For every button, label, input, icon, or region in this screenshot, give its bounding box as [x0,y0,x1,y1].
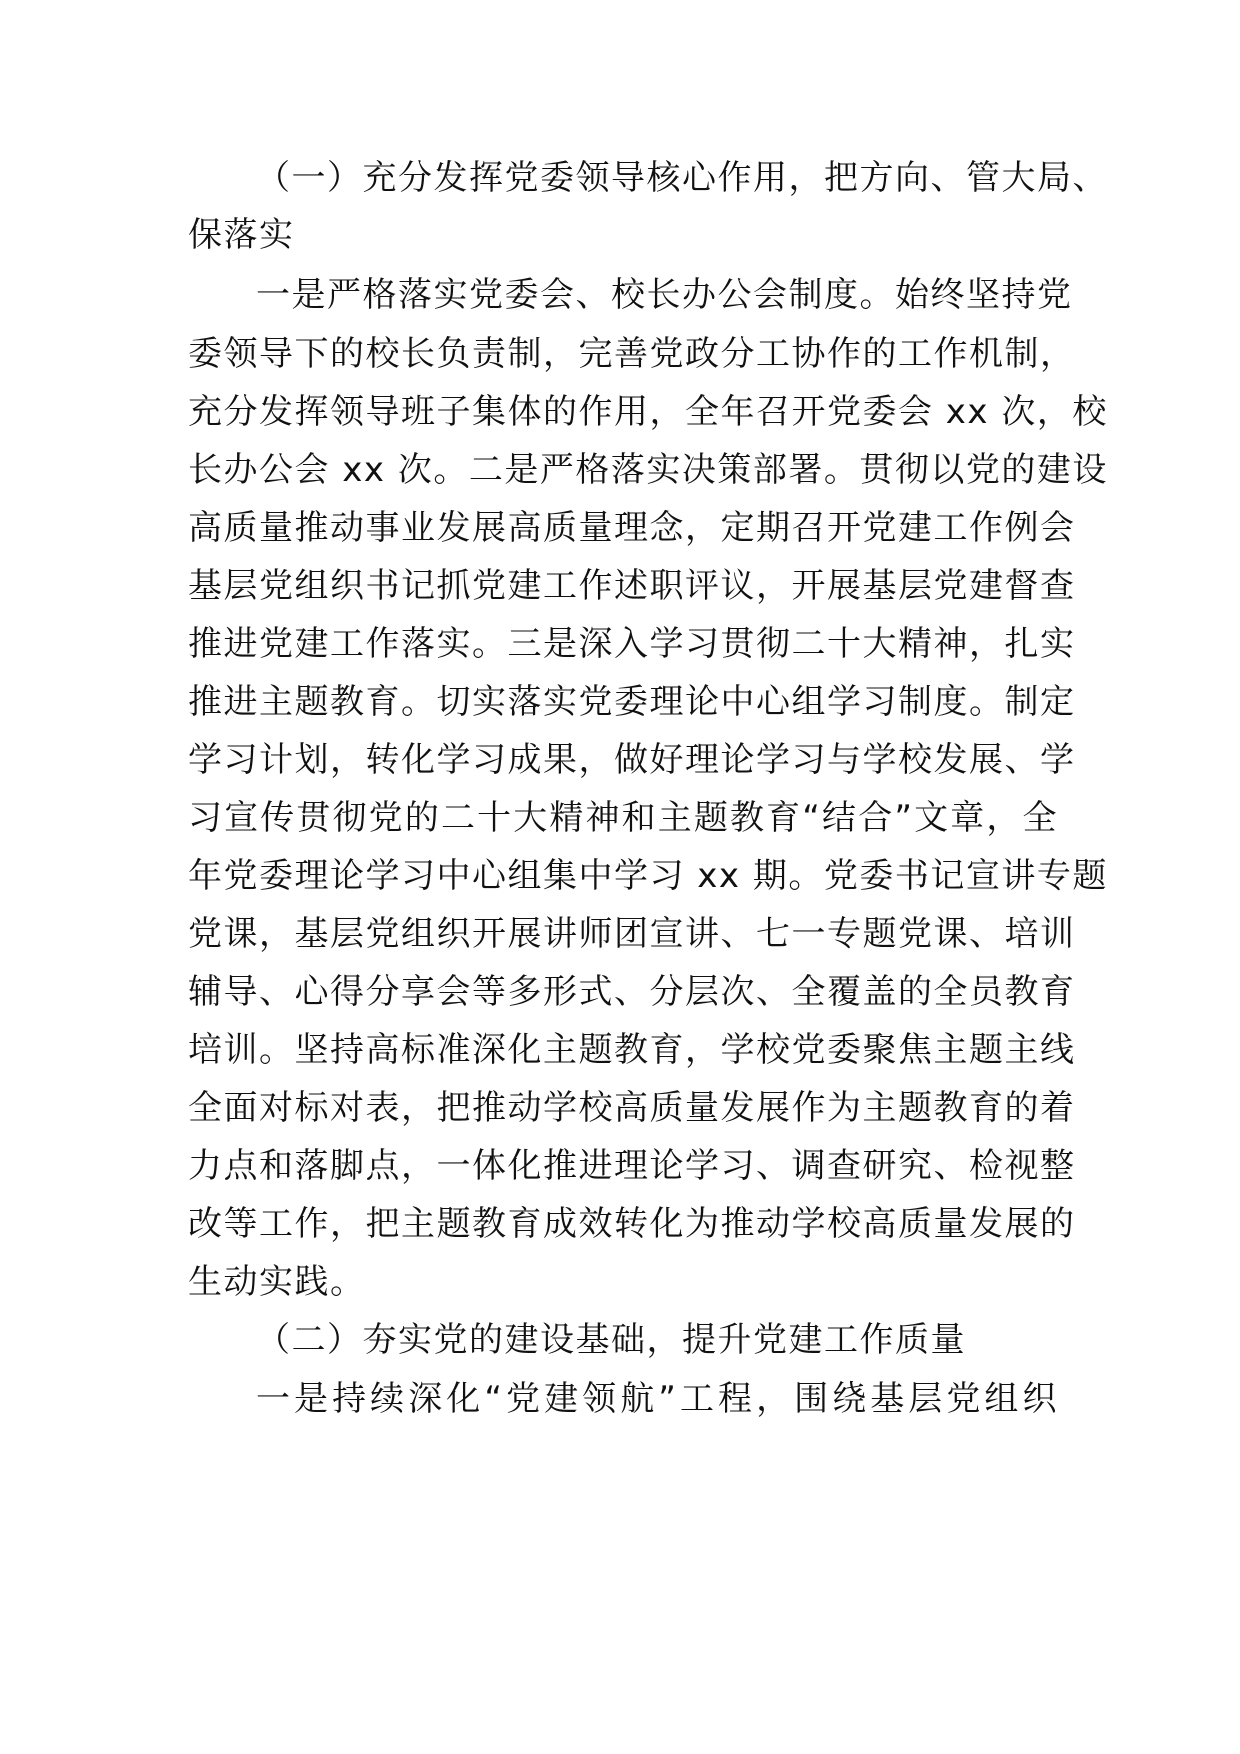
paragraph-line: 充分发挥领导班子集体的作用，全年召开党委会 xx 次，校 [188,392,1108,432]
paragraph-line: 党课，基层党组织开展讲师团宣讲、七一专题党课、培训 [188,914,1076,954]
paragraph-line: 生动实践。 [188,1262,366,1302]
section-heading-1-cont: 保落实 [188,215,295,255]
paragraph-line: 推进党建工作落实。三是深入学习贯彻二十大精神，扎实 [188,624,1076,664]
paragraph-line: 长办公会 xx 次。二是严格落实决策部署。贯彻以党的建设 [188,450,1108,490]
paragraph-line: 推进主题教育。切实落实党委理论中心组学习制度。制定 [188,682,1076,722]
paragraph-line: 一是持续深化“党建领航”工程，围绕基层党组织 [256,1379,1058,1419]
paragraph-line: 学习计划，转化学习成果，做好理论学习与学校发展、学 [188,740,1076,780]
section-heading-2: （二）夯实党的建设基础，提升党建工作质量 [256,1320,966,1360]
paragraph-line: 培训。坚持高标准深化主题教育，学校党委聚焦主题主线 [188,1030,1076,1070]
paragraph-line: 习宣传贯彻党的二十大精神和主题教育“结合”文章，全 [188,798,1058,838]
paragraph-line: 委领导下的校长负责制，完善党政分工协作的工作机制， [188,334,1076,374]
paragraph-line: 一是严格落实党委会、校长办公会制度。始终坚持党 [256,275,1073,315]
paragraph-line: 年党委理论学习中心组集中学习 xx 期。党委书记宣讲专题 [188,856,1108,896]
paragraph-line: 全面对标对表，把推动学校高质量发展作为主题教育的着 [188,1088,1076,1128]
paragraph-line: 高质量推动事业发展高质量理念，定期召开党建工作例会 [188,508,1076,548]
paragraph-line: 辅导、心得分享会等多形式、分层次、全覆盖的全员教育 [188,972,1076,1012]
paragraph-line: 基层党组织书记抓党建工作述职评议，开展基层党建督查 [188,566,1076,606]
paragraph-line: 改等工作，把主题教育成效转化为推动学校高质量发展的 [188,1204,1076,1244]
section-heading-1: （一）充分发挥党委领导核心作用，把方向、管大局、 [256,158,1108,198]
paragraph-line: 力点和落脚点，一体化推进理论学习、调查研究、检视整 [188,1146,1076,1186]
